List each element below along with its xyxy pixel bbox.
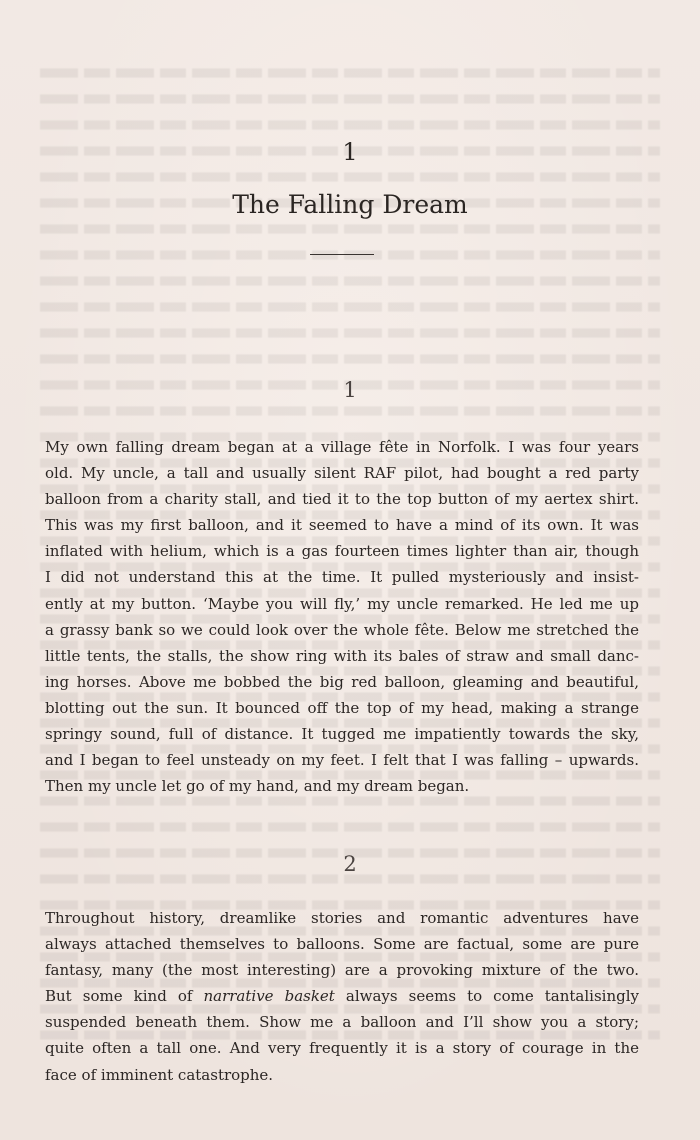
- section-2-paragraph: [45, 905, 639, 1088]
- title-divider: [310, 254, 374, 255]
- paragraph-line: ing horses. Above me bobbed the big red balloon, gleaming and beautiful,: [45, 672, 639, 691]
- italic-phrase: narrative basket: [203, 987, 335, 1006]
- paragraph-line: I did not understand this at the time. It pulled mysteriously and insist-: [45, 568, 639, 587]
- line-text-before: But some kind of: [45, 987, 204, 1006]
- chapter-number: 1: [342, 138, 358, 166]
- paragraph-line: Then my uncle let go of my hand, and my dream began.: [45, 777, 470, 796]
- paragraph-line: My own falling dream began at a village fête in Norfolk. I was four years: [45, 438, 639, 456]
- section-number-2: 2: [343, 852, 357, 876]
- section-number-1: 1: [343, 378, 357, 402]
- paragraph-line: ently at my button. ‘Maybe you will fly,’ my uncle remarked. He led me up: [45, 594, 639, 613]
- line-text-after: always seems to come tantalisingly: [334, 987, 639, 1006]
- paragraph-line: springy sound, full of distance. It tugged me impatiently towards the sky,: [45, 725, 639, 744]
- paragraph-line: face of imminent catastrophe.: [45, 1065, 274, 1084]
- paragraph-line: blotting out the sun. It bounced off the top of my head, making a strange: [45, 698, 639, 717]
- paragraph-line: and I began to feel unsteady on my feet. I felt that I was falling – upwards.: [45, 751, 639, 770]
- paragraph-line: This was my first balloon, and it seemed to have a mind of its own. It was: [45, 516, 639, 535]
- paragraph-line: fantasy, many (the most interesting) are a provoking mixture of the two.: [45, 961, 639, 980]
- paragraph-line: a grassy bank so we could look over the whole fête. Below me stretched the: [45, 620, 639, 639]
- paragraph-line: always attached themselves to balloons. Some are factual, some are pure: [45, 935, 639, 954]
- paragraph-line: inflated with helium, which is a gas fourteen times lighter than air, though: [45, 542, 639, 561]
- paragraph-line: quite often a tall one. And very frequently it is a story of courage in the: [45, 1039, 639, 1058]
- paragraph-line: old. My uncle, a tall and usually silent RAF pilot, had bought a red party: [45, 464, 639, 483]
- paragraph-line: suspended beneath them. Show me a balloon and I’ll show you a story;: [45, 1013, 639, 1032]
- section-1-paragraph: [45, 434, 639, 799]
- paragraph-line: Throughout history, dreamlike stories and romantic adventures have: [45, 909, 639, 927]
- paragraph-line-with-italic: [45, 983, 639, 1009]
- paragraph-line: balloon from a charity stall, and tied it to the top button of my aertex shirt.: [45, 490, 639, 509]
- chapter-title: The Falling Dream: [232, 190, 468, 219]
- paragraph-line: little tents, the stalls, the show ring with its bales of straw and small danc-: [45, 646, 639, 665]
